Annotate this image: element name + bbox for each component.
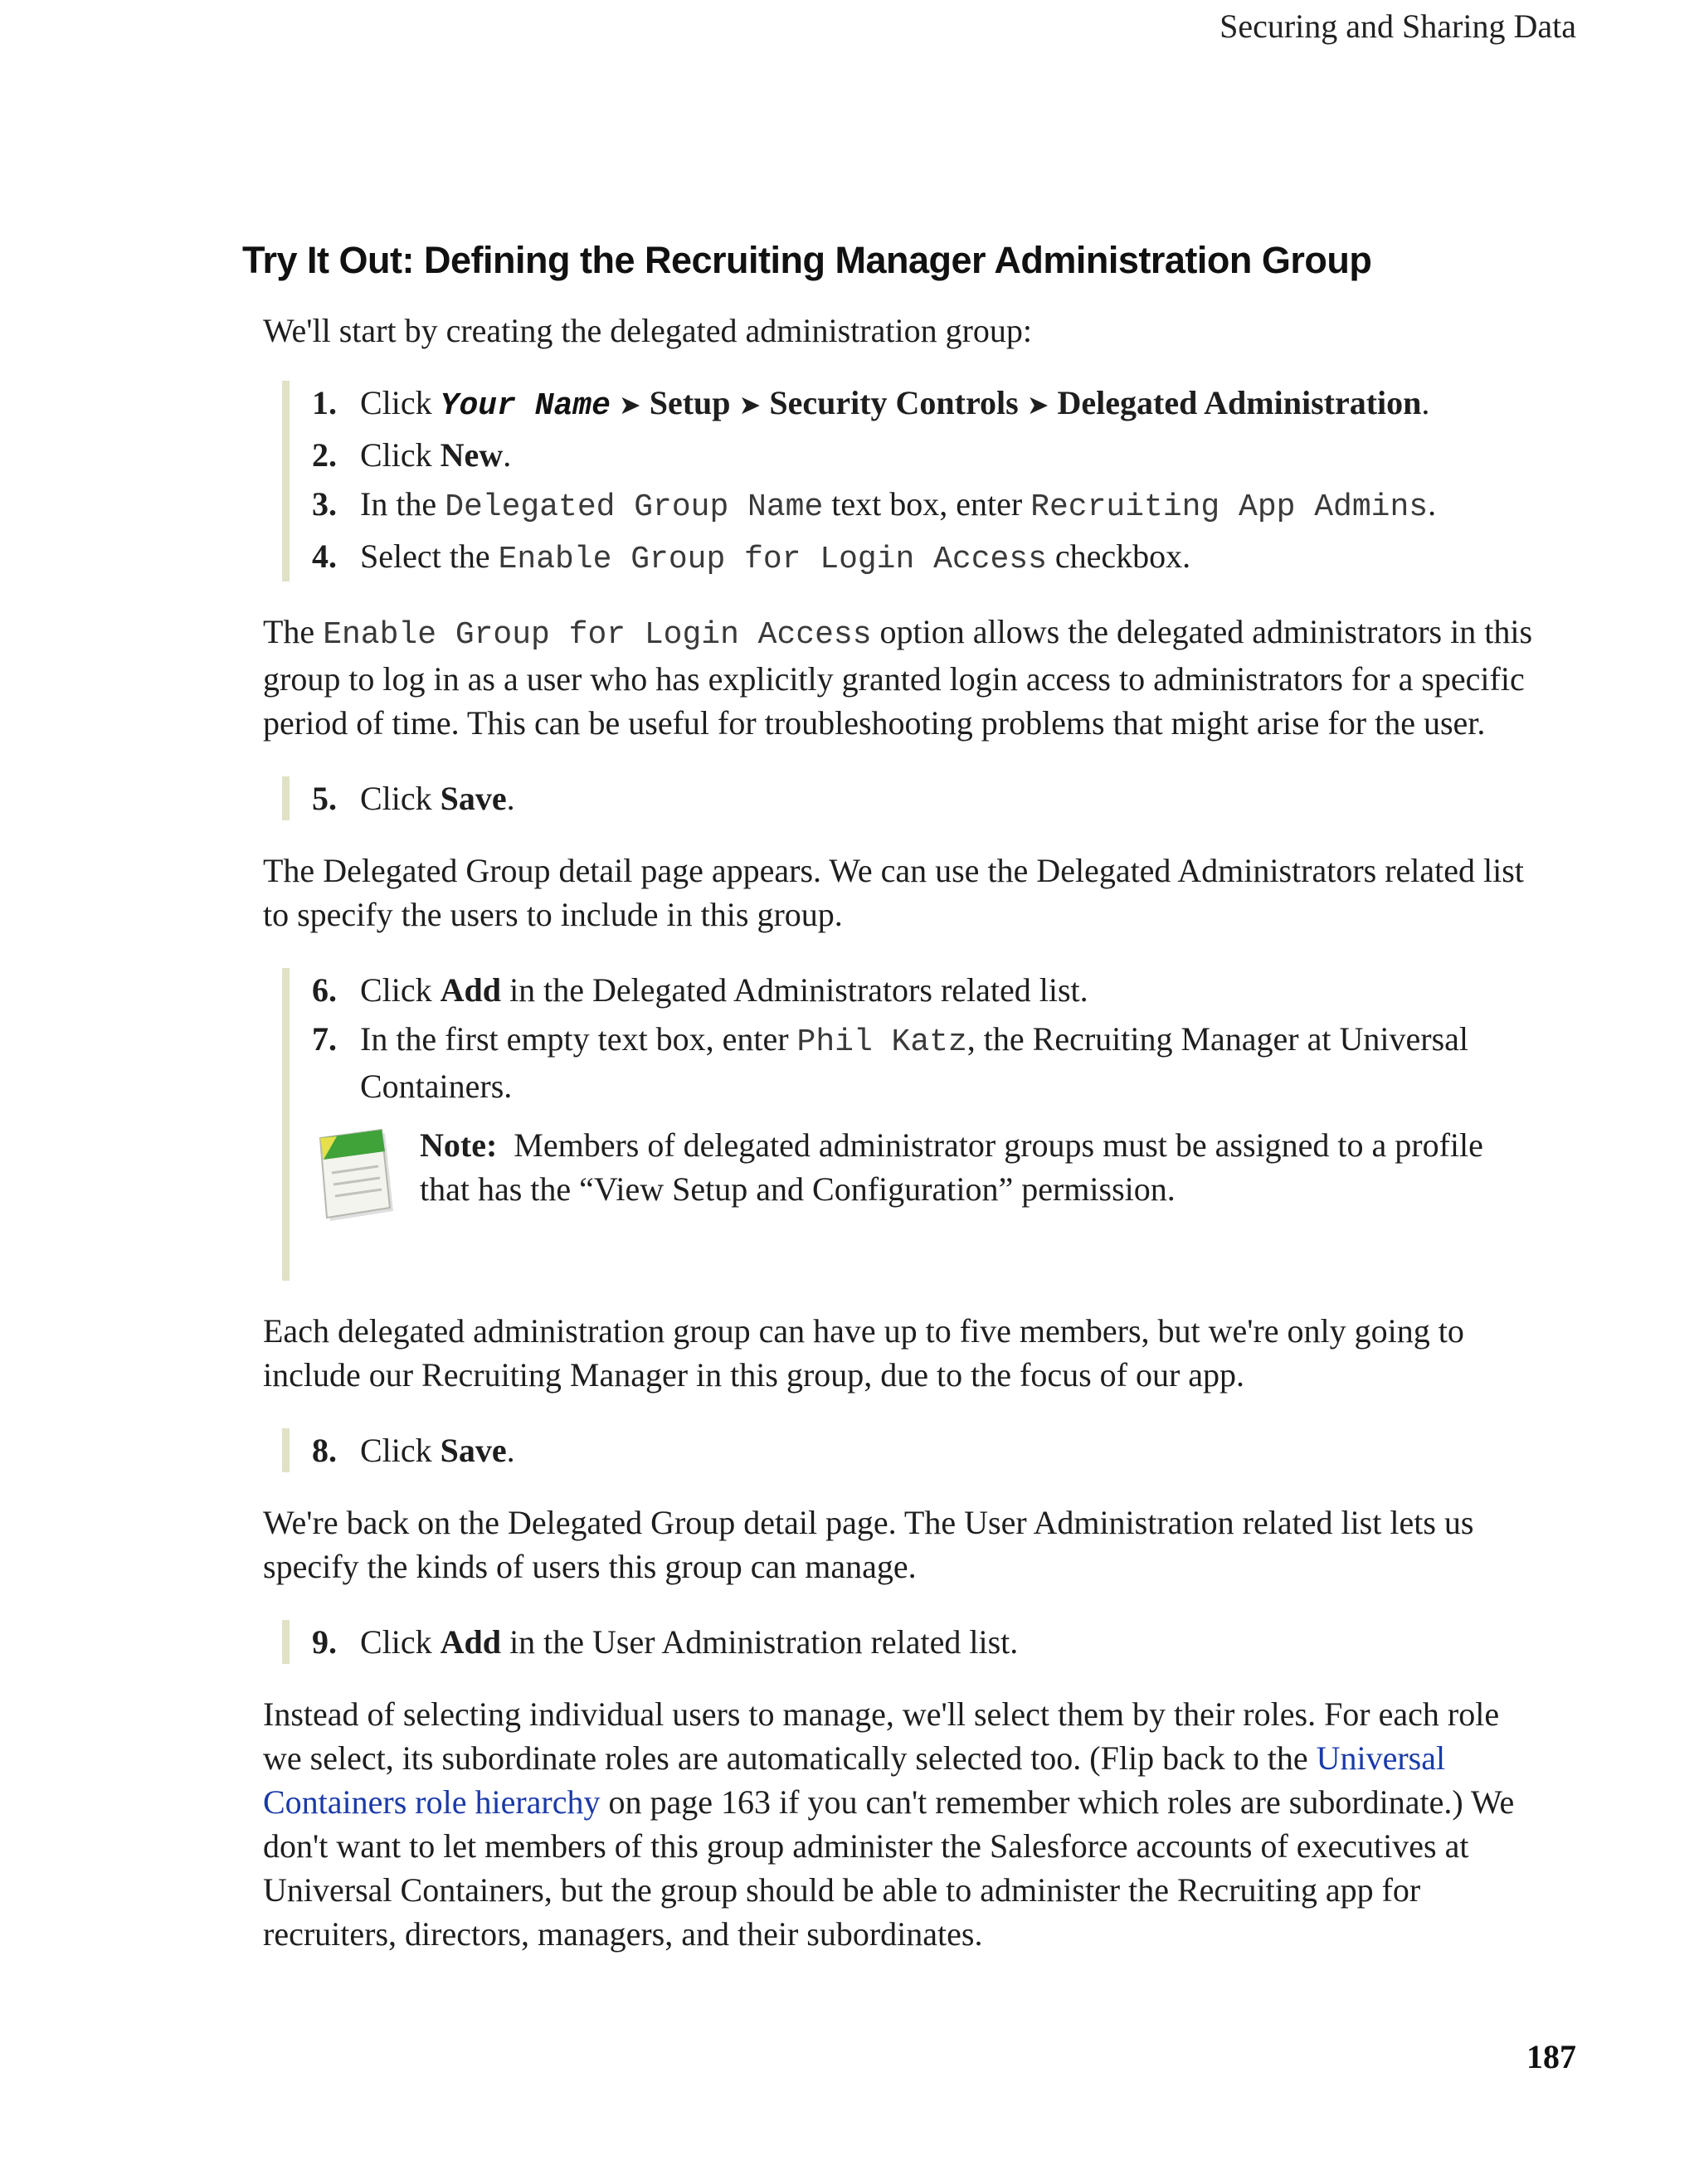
steps-block-1	[282, 381, 1536, 581]
save-label: Save	[440, 1432, 507, 1469]
steps-block-3	[282, 968, 1536, 1281]
step-number: 4.	[312, 537, 337, 575]
page-content	[242, 239, 1536, 1956]
field-value: Phil Katz	[796, 1024, 967, 1060]
intro-paragraph: We'll start by creating the delegated administration group:	[263, 312, 1033, 349]
step-number: 9.	[312, 1623, 337, 1661]
field-value: Recruiting App Admins	[1030, 489, 1429, 525]
paragraph-roles: Instead of selecting individual users to manage, we'll select them by their roles. For each role we select, its subordinate roles are automatically selected too. (Flip back to the Universal Containers role hierarchy on page 163 if you can't remember which roles are subordinate.) We don't want to let members of this group administer the Salesforce accounts of executives at Universal Containers, but the group should be able to administer the Recruiting app for recruiters, directors, managers, and their subordinates.	[263, 1695, 1515, 1953]
running-head: Securing and Sharing Data	[1219, 7, 1576, 45]
step-2: 2. Click New.	[312, 433, 1498, 477]
paragraph-five-members: Each delegated administration group can have up to five members, but we're only going to include our Recruiting Manager in this group, due to the focus of our app.	[263, 1312, 1464, 1394]
section-title: Try It Out: Defining the Recruiting Manager Administration Group	[242, 239, 1372, 281]
note-callout	[312, 1123, 1498, 1231]
security-controls-label: Security Controls	[769, 384, 1019, 421]
step-number: 8.	[312, 1432, 337, 1469]
note-icon	[312, 1123, 420, 1231]
step-6: 6. Click Add in the Delegated Administrators related list.	[312, 968, 1498, 1012]
step-number: 1.	[312, 384, 337, 421]
step-number: 2.	[312, 436, 337, 474]
paragraph-user-administration: We're back on the Delegated Group detail page. The User Administration related list lets us specify the kinds of users this group can manage.	[263, 1504, 1474, 1585]
paragraph-login-access: The Enable Group for Login Access option allows the delegated administrators in this group to log in as a user who has explicitly granted login access to administrators for a specific period of time. This can be useful for troubleshooting problems that might arise for the user.	[263, 613, 1533, 742]
arrow-icon: ➤	[1026, 389, 1049, 421]
step-number: 6.	[312, 971, 337, 1009]
your-name-menu: Your Name	[440, 388, 611, 424]
save-label: Save	[440, 780, 507, 817]
field-name: Enable Group for Login Access	[498, 542, 1047, 577]
step-3: 3. In the Delegated Group Name text box, enter Recruiting App Admins.	[312, 482, 1498, 529]
steps-block-2	[282, 776, 1536, 820]
new-label: New	[440, 436, 504, 474]
step-number: 5.	[312, 780, 337, 817]
step-number: 3.	[312, 485, 337, 523]
step-9: 9. Click Add in the User Administration related list.	[312, 1620, 1498, 1664]
page-number: 187	[1526, 2038, 1576, 2075]
add-label: Add	[440, 1623, 502, 1661]
step-7: 7. In the first empty text box, enter Phil Katz, the Recruiting Manager at Universal Containers.	[312, 1017, 1498, 1108]
step-4: 4. Select the Enable Group for Login Access checkbox.	[312, 534, 1498, 581]
field-name: Delegated Group Name	[445, 489, 824, 525]
arrow-icon: ➤	[618, 389, 641, 421]
add-label: Add	[440, 971, 502, 1009]
arrow-icon: ➤	[738, 389, 762, 421]
steps-block-4	[282, 1428, 1536, 1472]
step-8: 8. Click Save.	[312, 1428, 1498, 1472]
note-label: Note:	[420, 1126, 498, 1164]
step-number: 7.	[312, 1020, 337, 1058]
note-text: Note: Members of delegated administrator groups must be assigned to a profile that has the “View Setup and Configuration” permission.	[420, 1126, 1483, 1208]
step-5: 5. Click Save.	[312, 776, 1498, 820]
steps-block-5	[282, 1620, 1536, 1664]
step-1: 1. Click Your Name ➤ Setup ➤ Security Controls ➤ Delegated Administration.	[312, 381, 1498, 428]
setup-label: Setup	[649, 384, 731, 421]
paragraph-detail-page: The Delegated Group detail page appears. We can use the Delegated Administrators related list to specify the users to include in this group.	[263, 852, 1524, 933]
field-name: Enable Group for Login Access	[323, 617, 872, 653]
role-hierarchy-link[interactable]: Universal Containers role hierarchy	[263, 1739, 1446, 1821]
delegated-administration-label: Delegated Administration	[1057, 384, 1422, 421]
